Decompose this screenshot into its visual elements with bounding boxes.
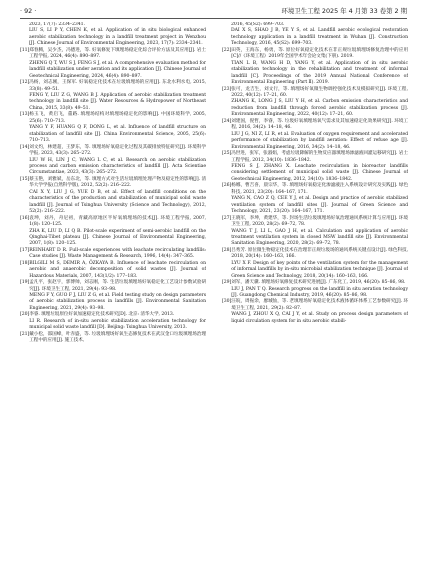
reference-line: LIU S, LI P Y, CHEN K, et al. Application of in situ biological enhanced aerobic stabilization technology in a landfill treatment project in Wenzhou [J]. Chinese Journal of Environmental Engineering, 2023, 17(7): 2334–2341. (29, 28, 206, 47)
reference-line: MENG F Y, GUO F J, LIU Z G, et al. Field testing study on design parameters of aerobic stabilization process in landfills [J]. Environmental Sanitation Engineering, 2021, 29(4): 93–98. (29, 293, 206, 311)
references-column-left (20, 22, 206, 570)
reference-line: 刘文灼，林建超，王梦东，等. 填埋场好氧稳定化过程及其碳排放特征研究[J]. 环境科学学报, 2023, 43(3): 265–272. (29, 144, 206, 157)
reference-text (231, 216, 408, 248)
reference-line: 冯世进，张军，张淑娟，考虑垃圾降解的生物反应器填埋场渗滤液回灌运移研究[J]. 岩土工程学报, 2012, 34(10): 1836–1842. (231, 151, 408, 163)
reference-number: [21] (20, 331, 30, 337)
reference-number: [29] (222, 280, 232, 286)
reference-entry (222, 183, 408, 215)
reference-line: 张可，龙吉生，刘文行，等. 填埋场好氧微生物调控强化技术及模拟研究[J]. 环境工程, 2022, 40(12): 17–21, 60. (231, 86, 408, 98)
reference-text (29, 145, 206, 177)
reference-entry (222, 87, 408, 119)
reference-line: 刘军，潘天骥. 填埋场好氧修复技术研究进展[J]. 广东化工, 2019, 46(20): 85–86, 98. (231, 280, 406, 286)
page-header (20, 5, 407, 17)
reference-text (231, 22, 408, 48)
reference-entry (20, 48, 206, 80)
reference-number: [19] (20, 280, 30, 286)
reference-entry (20, 80, 206, 112)
reference-line: 汪皖，周振余，廖城仙，等. 老填埋场好氧稳定化技术液体循环体系工艺参数研究[J]. 环境卫生工程, 2021, 29(2): 82–87. (231, 299, 408, 311)
reference-entry (222, 48, 408, 87)
reference-line: 王晓军，李坤，黄建华，等. 封场生活垃圾填埋场好氧治理通风系统计算与应用[J]. 环境卫生工程, 2020, 28(2): 69–72, 78. (231, 215, 408, 228)
reference-entry (20, 312, 206, 331)
reference-line: 2023, 17(7): 2334–2341. (29, 22, 85, 27)
journal-info: 环境卫生工程 2025 年 4 月第 33 卷第 2 期 (281, 7, 407, 15)
reference-text (231, 151, 408, 183)
reference-number: [26] (222, 183, 232, 189)
reference-line: 郑春腾，吴少杰，冯德进，等. 好氧修复下填埋场稳定化综合评价方法及其应用[J]. 岩土工程学报, 2024, 46(4): 890–897. (29, 47, 206, 60)
reference-line: CAI X Y, LIU J G, YUE D B, et al. Effect of landfill conditions on the characteristics of the production and stabilization of municipal solid waste landfill [J]. Journal of Tsinghua University (Science and Technology), 2012, 52(2): 216–222. (29, 189, 206, 215)
reference-line: 2016, 45(S2): 699–703. (231, 22, 285, 27)
reference-entry (222, 119, 408, 151)
reference-number: [28] (222, 247, 232, 253)
reference-number: [17] (20, 247, 30, 253)
reference-number: [18] (20, 260, 30, 266)
reference-text (29, 48, 206, 80)
reference-line: 袁坤，刘丹，舟尼初，青藏高原地区半好氧填埋场的技术[J]. 环境工程学报, 2007, 1(8): 120–125. (29, 215, 206, 228)
reference-entry (20, 261, 206, 280)
reference-text (29, 177, 206, 216)
reference-number: [12] (20, 80, 30, 86)
reference-number: [15] (20, 176, 30, 182)
reference-entry (222, 151, 408, 183)
reference-line: ZHANG K, LONG J S, LIU Y H, et al. Carbon emission characteristics and reduction from landfill through forced aerobic stabilization process [J]. Environmental Engineering, 2022, 40(12): 17–21, 60. (231, 99, 408, 118)
reference-entry (20, 280, 206, 312)
reference-line: 田英，王海东，杨勇，等. 原位好氧稳定化技术在非正规垃圾填埋场修复治理中的应用[C]//《环境工程》2019年全国学术年会论文集(下册). 2019. (231, 47, 408, 60)
reference-line: 孟凡平，张赵宇，郭博帅，刘志刚，等. 生活垃圾填埋场好氧稳定化工艺设计参数试验研究[J]. 环境卫生工程, 2021, 29(4): 93–98. (29, 280, 206, 292)
reference-line: LIU J G, NI Z, LI R, et al. Evaluation of oxygen requirement and accelerated performance of stabilization by landfill aeration: Effect of refuse age [J]. Environmental Engineering, 2016, 34(2): 14–18, 46. (231, 131, 408, 150)
reference-line: LYU X F. Design of key points of the ventilation system for the management of informal landfills by in-situ microbial stabilization technique [J]. Journal of Green Science and Technology, 2018, 20(14): 160–163, 166. (231, 260, 408, 279)
reference-number: [20] (20, 312, 30, 318)
reference-line: BILGILI M S, DEMIR A, ÖZKAYA B. Influence of leachate recirculation on aerobic and anaerobic decomposition of solid wastes [J]. Journal of Hazardous Materials, 2007, 143(1/2): 177–183. (29, 260, 206, 279)
reference-line: YANG Y F, HUANG Q F, DONG L, et al. Influence of landfill structure on stabilization of landfill site [J]. China Environmental Science, 2005, 25(6): 710–713. (29, 125, 206, 144)
reference-line: ZHENG Q T, WU S J, FENG S J, et al. A comprehensive evaluation method for landfill stabilization under aeration and its application [J]. Chinese Journal of Geotechnical Engineering, 2024, 46(4): 890–897. (29, 60, 206, 79)
reference-entry (222, 299, 408, 325)
reference-entry (20, 177, 206, 216)
page-number: · 92 · (20, 7, 37, 15)
reference-text (29, 80, 206, 112)
reference-number (20, 28, 29, 47)
reference-number: [25] (222, 151, 232, 157)
reference-text (231, 183, 408, 215)
reference-text (231, 48, 408, 87)
reference-text (29, 216, 206, 248)
reference-number: [14] (20, 144, 30, 150)
reference-line: 杨娜，曹吉喜，晨宗华，等. 填埋场好氧稳定化渗滤液注入系统设计研究及实践[J]. 绿色科技, 2021, 23(20): 164–167, 171. (231, 183, 408, 195)
reference-line: 戴小松，邵国峰，叶赤盛，等. 垃圾填埋场好氧生态修复技术在武汉金口垃圾填埋场治理工程中的应用[J]. 施工技术, (29, 331, 206, 344)
reference-number: [22] (222, 47, 232, 53)
reference-line: TIAN L B, WANG H D, YANG Y, et al. Application of in situ aerobic stabilization technology in the rehabilitation and treatment of informal landfill [C]. Proceedings of the 2019 Annual National Conference of Environmental Engineering (Part Ⅱ). 2019. (231, 60, 408, 86)
reference-entry (20, 112, 206, 144)
reference-text (29, 28, 206, 47)
reference-number: [13] (20, 112, 30, 118)
reference-number: [27] (222, 215, 232, 221)
reference-line: 冯杨，刘志刚，王保军. 好氧稳定化技术在垃圾填埋场的应用[J]. 东北水利水电, 2015, 33(8): 49–51. (29, 80, 206, 92)
reference-line: DAI X S, SHAO J B, YE Y S, et al. Landfill aerobic ecological restoration technology application in a landfill treatment in Wuhan [J]. Construction Technology, 2016, 45(S2): 699–703. (231, 28, 408, 47)
reference-text (29, 332, 206, 345)
reference-entry (20, 145, 206, 177)
reference-line: FENG S J, ZHANG X. Leachate recirculation in bioreactor landfills considering settlement of municipal solid waste [J]. Chinese Journal of Geotechnical Engineering, 2012, 34(10): 1836–1842. (231, 163, 408, 182)
reference-text (231, 280, 408, 299)
reference-text (231, 87, 408, 119)
reference-entry (222, 248, 408, 280)
reference-line: REINHART D R. Full-scale experiences with leachate recirculating landfills: Case studies [J]. Waste Management & Research, 1996, 14(4): 347–365. (29, 247, 206, 260)
reference-entry (20, 248, 206, 261)
reference-line: FENG Y, LIU Z G, WANG B J. Application of aerobic stabilization treatment technology in landfill site [J]. Water Resources & Hydropower of Northeast China, 2015, 33(8): 49–51. (29, 92, 206, 111)
reference-line: WANG T J, LI L, GAO J H, et al. Calculation and application of aerobic treatment ventilation system in closed MSW landfill site [J]. Environmental Sanitation Engineering, 2020, 28(2): 69–72, 78. (231, 228, 408, 247)
reference-number: [11] (20, 47, 30, 53)
reference-text (231, 248, 408, 280)
reference-number: [23] (222, 86, 232, 92)
reference-text (29, 312, 206, 331)
reference-line: 吕秀芳. 原位微生物稳定化技术在治理非正规垃圾场的通风系统关键点设计[J]. 绿色科技, 2018, 20(14): 160–163, 166. (231, 247, 408, 260)
reference-line: 杨玉飞，黄启飞，董路. 填埋场结构对填埋场稳定化的影响[J]. 中国环境科学, 2005, 25(6): 710–713. (29, 112, 206, 124)
reference-number (222, 22, 231, 48)
reference-number: [30] (222, 299, 232, 305)
reference-line: WANG J, ZHOU X Q, CAI J Y, et al. Study on process design parameters of liquid circulation system for in situ aerobic stabili- (231, 312, 408, 324)
reference-entry (20, 216, 206, 248)
reference-number: [24] (222, 118, 232, 124)
reference-text (29, 248, 206, 261)
reference-number: [16] (20, 215, 30, 221)
references-column-right (222, 22, 408, 570)
reference-line: LIU W H, LIN J C, WANG L C, et al. Research on aerobic stabilization process and carbon emission characteristics of landfill [J]. Acta Scientiae Circumstantiae, 2023, 43(3): 265–272. (29, 157, 206, 176)
reference-text (29, 261, 206, 280)
reference-text (231, 119, 408, 151)
reference-entry (20, 28, 206, 47)
reference-line: 刘建国，倪哲，李睿，等. 垃圾好氧填埋场氧气需求及其加速稳定化效果研究[J]. 环境工程, 2016, 34(2): 14–18, 46. (231, 118, 408, 131)
reference-text (29, 112, 206, 144)
reference-line: LI R. Research of in-situ aerobic stabilization acceleration technology for municipal solid waste landfill [D]. Beijing: Tsinghua University, 2013. (29, 318, 206, 331)
reference-text (231, 299, 408, 325)
reference-line: LIU J, PAN T Q. Research progress on the landfill in situ aeration technology [J]. Guangdong Chemical Industry, 2019, 46(20): 85–86, 98. (231, 286, 408, 299)
reference-line: 李睿. 填埋垃圾原位好氧加速稳定化技术研究[D]. 北京: 清华大学, 2013. (29, 312, 175, 318)
reference-entry (20, 332, 206, 345)
reference-line: 蔡玉艳，刘雅斌，岳东北，等. 填埋方式对生活垃圾填埋处理产物及稳定性的影响[J]. 清华大学学报(自然科学版), 2012, 52(2): 216–222. (29, 176, 206, 189)
reference-line: ZHA K, LIU D, LI Q B. Pilot-scale experiment of semi-aerobic landfill on the Qinghai-Tibet plateau [J]. Chinese Journal of Environmental Engineering, 2007, 1(8): 120–125. (29, 228, 206, 247)
reference-text (29, 280, 206, 312)
header-rule (20, 18, 407, 19)
reference-entry (222, 216, 408, 248)
reference-line: YANG N, CAO Z Q, CEE Y J, et al. Design and practice of aerobic stabilized ventilation system of landfill sites [J]. Journal of Green Science and Technology, 2021, 23(20): 164–167, 171. (231, 196, 408, 215)
reference-entry (222, 22, 408, 48)
reference-entry (222, 280, 408, 299)
